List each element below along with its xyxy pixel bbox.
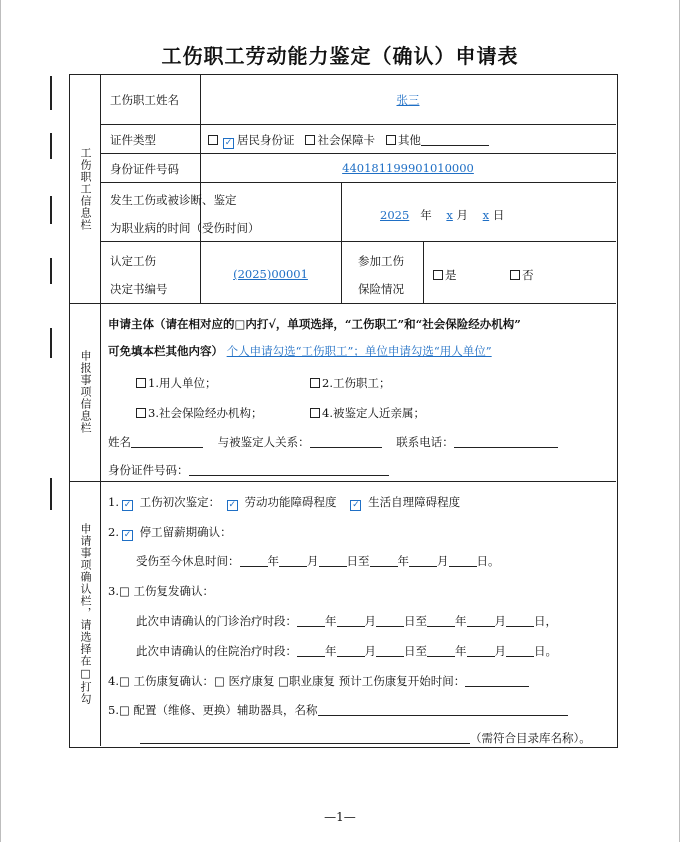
item-3-outpatient: 此次申请确认的门诊治疗时段： 年 月 日至 年 月 日， [136,614,557,628]
checkbox[interactable] [386,135,396,145]
injury-year[interactable]: 2025 [380,208,410,222]
applicant-name-field[interactable] [131,436,203,448]
page-number: —1— [324,810,356,824]
checkbox[interactable] [305,135,315,145]
item-3[interactable]: 3.□ 工伤复发确认： [108,584,214,598]
other-blank[interactable] [421,134,489,146]
decision-label-2: 决定书编号 [110,282,168,296]
device-name-field[interactable] [318,704,568,716]
id-number-value[interactable]: 440181199901010000 [342,161,474,175]
decision-number-value[interactable]: (2025)00001 [233,267,308,281]
option-social-card: 社会保障卡 [317,133,375,147]
check-mark-icon[interactable]: ✓ [224,138,233,148]
applicant-instruction-note: 个人申请勾选“工伤职工”；单位申请勾选“用人单位” [226,344,492,358]
check-mark-icon[interactable]: ✓ [228,500,237,510]
applicant-id-field[interactable] [189,464,389,476]
checkbox-no[interactable] [510,270,520,280]
option-resident-id: 居民身份证 [237,133,295,147]
applicant-instruction-1: 申请主体（请在相对应的□内打√，单项选择，“工伤职工”和“社会保险经办机构” [108,317,521,331]
injury-time-label-2: 为职业病的时间（受伤时间） [110,221,260,235]
injury-month[interactable]: x [446,208,453,222]
insurance-options: 是 否 [433,267,534,283]
decision-label-1: 认定工伤 [110,254,156,268]
applicant-id-row: 身份证件号码： [108,462,389,478]
applicant-instruction-row [108,343,492,359]
injury-date: 2025 年 x 月 x 日 [380,208,505,222]
insurance-label-2: 保险情况 [358,282,404,296]
item-3-inpatient: 此次申请确认的住院治疗时段： 年 月 日至 年 月 日。 [136,644,557,658]
margin-mark [50,258,52,284]
applicant-option-2[interactable]: 2.工伤职工； [310,375,390,391]
page-edge-left [0,0,1,842]
worker-name-label: 工伤职工姓名 [110,93,179,107]
applicant-option-3[interactable]: 3.社会保险经办机构； [136,405,262,421]
rehab-start-field[interactable] [465,675,529,687]
application-form [69,74,618,748]
form-title: 工伤职工劳动能力鉴定（确认）申请表 [161,44,519,68]
item-5: 5.□ 配置（维修、更换）辅助器具，名称 [108,702,568,718]
device-name-field-2[interactable] [140,732,470,744]
injury-time-label-1: 发生工伤或被诊断、鉴定 [110,193,237,207]
checkbox[interactable] [208,135,218,145]
item-1: 1. ✓ 工伤初次鉴定： ✓ 劳动功能障碍程度 ✓ 生活自理障碍程度 [108,495,461,510]
applicant-instruction-2: 可免填本栏其他内容） [108,344,223,358]
applicant-contact-row: 姓名 与被鉴定人关系： 联系电话： [108,434,558,450]
margin-mark [50,328,52,358]
id-type-label: 证件类型 [110,133,156,147]
checkbox-yes[interactable] [433,270,443,280]
item-2-rest-period: 受伤至今休息时间： 年 月 日至 年 月 日。 [136,554,500,568]
margin-mark [50,478,52,510]
applicant-option-1[interactable]: 1.用人单位； [136,375,216,391]
section-label-applicant: 申报事项信息栏 [79,350,92,434]
insurance-label-1: 参加工伤 [358,254,404,268]
margin-mark [50,133,52,159]
option-other: 其他 [397,133,421,147]
id-type-options [208,132,489,149]
item-5-line-2: （需符合目录库名称）。 [140,730,591,746]
applicant-option-4[interactable]: 4.被鉴定人近亲属； [310,405,425,421]
check-mark-icon[interactable]: ✓ [123,530,132,540]
id-number-label: 身份证件号码 [110,162,179,176]
relation-field[interactable] [310,436,382,448]
phone-field[interactable] [454,436,558,448]
section-label-worker: 工伤职工信息栏 [79,147,92,231]
injury-day[interactable]: x [482,208,490,222]
worker-name-value[interactable]: 张三 [396,93,420,107]
item-2: 2. ✓ 停工留薪期确认： [108,525,232,540]
margin-mark [50,76,52,110]
check-mark-icon[interactable]: ✓ [352,500,360,510]
check-mark-icon[interactable]: ✓ [123,500,132,510]
section-label-items: 申请事项确认栏，请选择在□打勾 [79,522,92,705]
item-4: 4.□ 工伤康复确认：□ 医疗康复 □职业康复 预计工伤康复开始时间： [108,673,529,689]
margin-mark [50,196,52,224]
